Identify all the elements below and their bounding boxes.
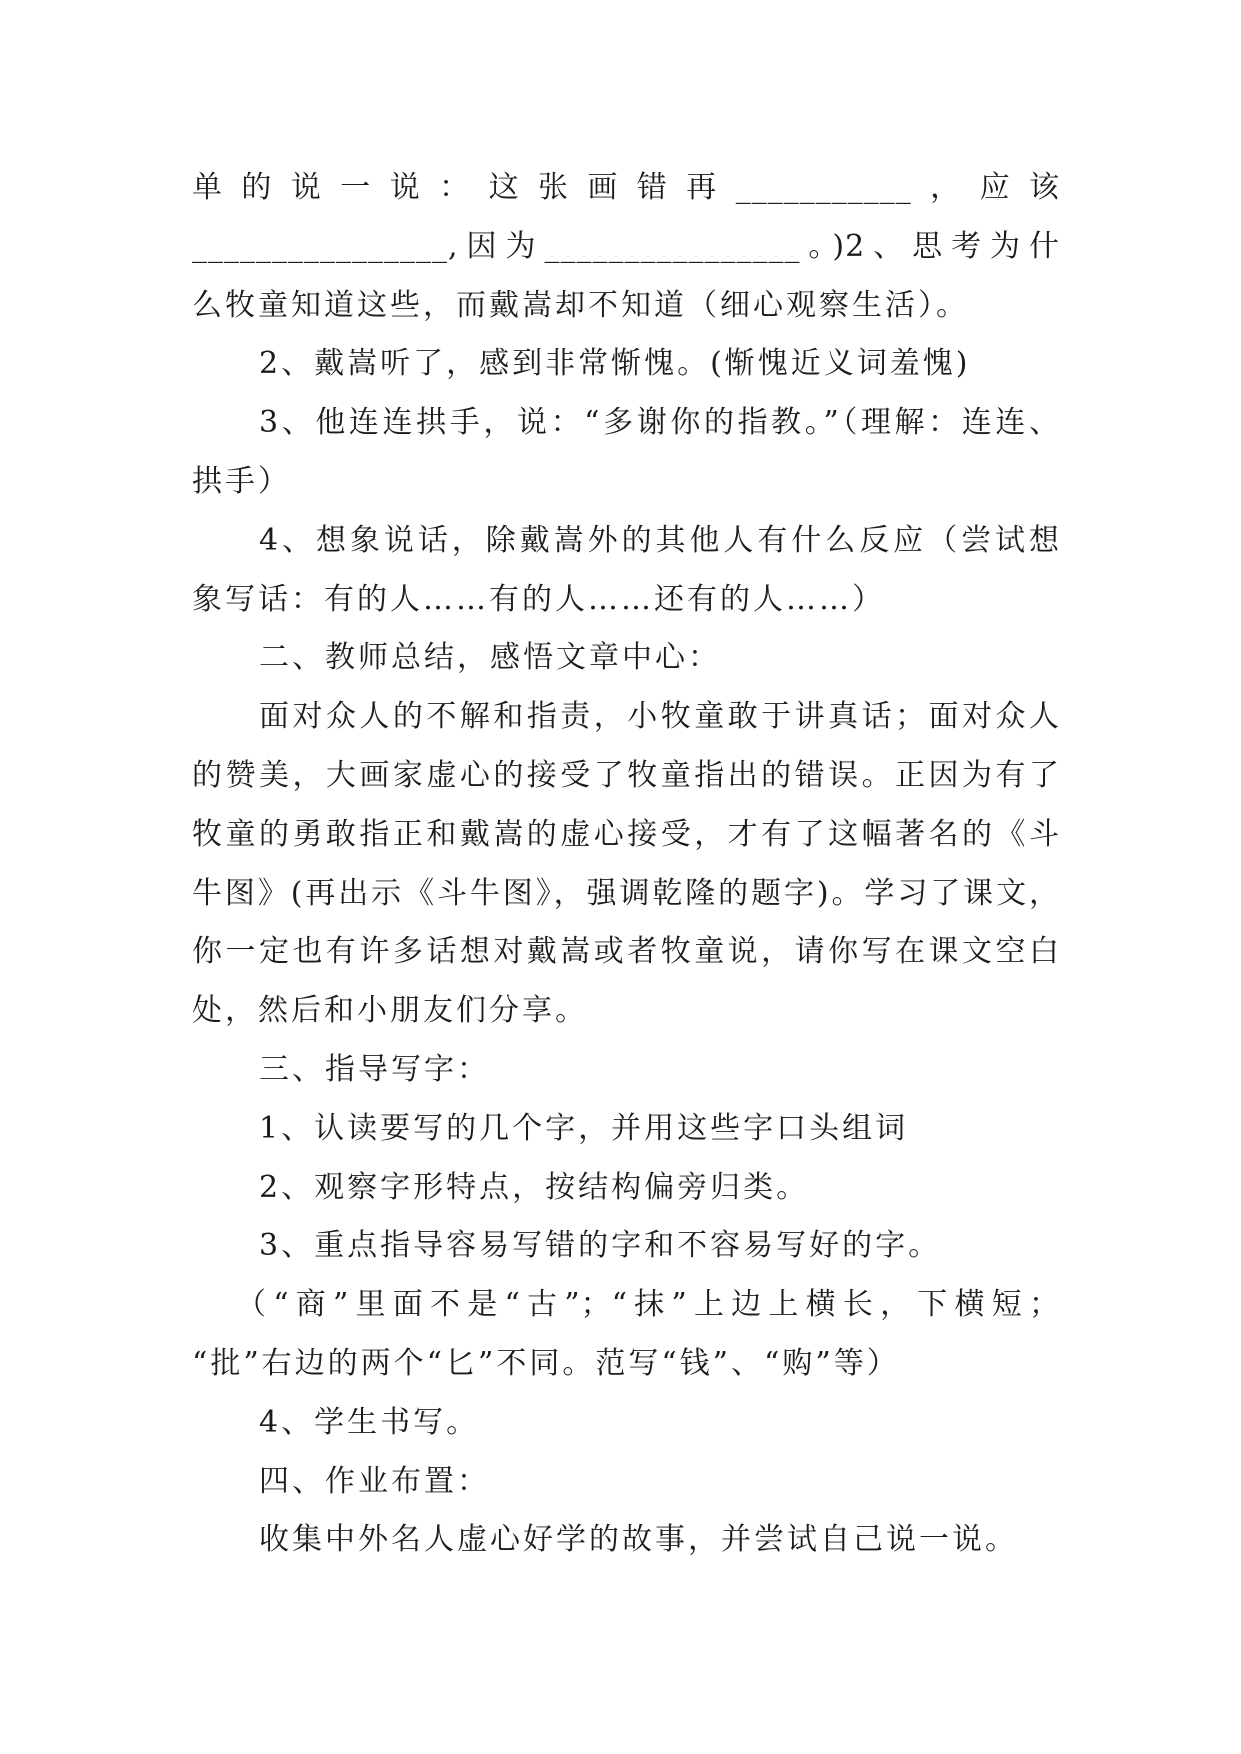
section-heading: 三、指导写字：	[259, 1051, 490, 1087]
paragraph-line: 处，然后和小朋友们分享。	[192, 993, 588, 1029]
note-line: “批”右边的两个“匕”不同。范写“钱”、“购”等）	[192, 1345, 900, 1381]
paragraph-line: ________________,因为________________。)2、思考为什	[192, 228, 1060, 264]
note-line: （“商”里面不是“古”；“抹”上边上横长，下横短；	[236, 1287, 1060, 1323]
section-heading: 四、作业布置：	[259, 1463, 490, 1499]
list-item-continuation: 拱手）	[192, 463, 291, 499]
paragraph-line: 单的说一说：这张画错再___________，应该	[192, 170, 1060, 205]
list-item: 4、学生书写。	[259, 1404, 480, 1440]
paragraph-line: 的赞美，大画家虚心的接受了牧童指出的错误。正因为有了	[192, 757, 1060, 793]
document-body	[192, 159, 1060, 1570]
paragraph-line: 面对众人的不解和指责，小牧童敢于讲真话；面对众人	[259, 699, 1060, 735]
list-item: 3、他连连拱手，说：“多谢你的指教。”（理解：连连、	[259, 405, 1060, 441]
list-item: 4、想象说话，除戴嵩外的其他人有什么反应（尝试想	[259, 522, 1060, 558]
list-item: 1、认读要写的几个字，并用这些字口头组词	[259, 1110, 909, 1146]
paragraph-line: 牛图》(再出示《斗牛图》，强调乾隆的题字)。学习了课文，	[192, 875, 1060, 911]
list-item-continuation: 象写话：有的人……有的人……还有的人……）	[192, 581, 885, 617]
list-item: 3、重点指导容易写错的字和不容易写好的字。	[259, 1228, 942, 1264]
paragraph-line: 你一定也有许多话想对戴嵩或者牧童说，请你写在课文空白	[192, 934, 1060, 970]
section-heading: 二、教师总结，感悟文章中心：	[259, 640, 721, 676]
list-item: 2、戴嵩听了，感到非常惭愧。(惭愧近义词羞愧)	[259, 346, 971, 382]
list-item: 2、观察字形特点，按结构偏旁归类。	[259, 1169, 810, 1205]
paragraph-line: 么牧童知道这些，而戴嵩却不知道（细心观察生活）。	[192, 287, 969, 323]
paragraph-line: 牧童的勇敢指正和戴嵩的虚心接受，才有了这幅著名的《斗	[192, 816, 1060, 852]
paragraph-line: 收集中外名人虚心好学的故事，并尝试自己说一说。	[259, 1522, 1018, 1558]
